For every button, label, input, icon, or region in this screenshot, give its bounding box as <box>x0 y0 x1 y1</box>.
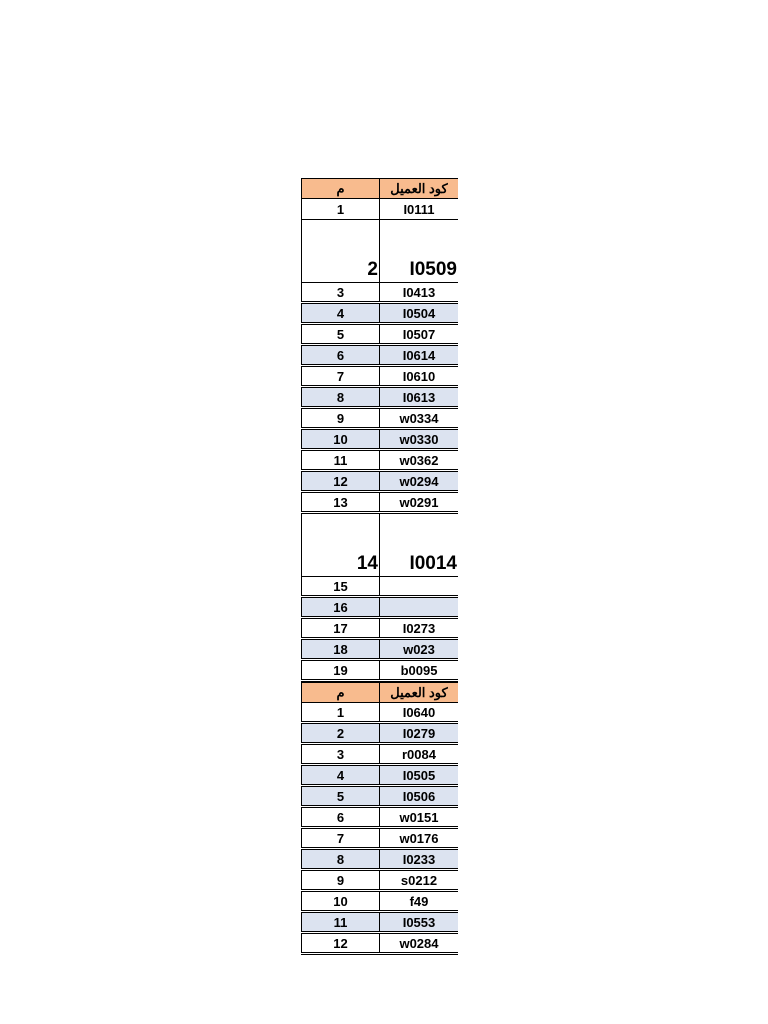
row-index: 4 <box>301 766 380 784</box>
customer-code: I0413 <box>402 284 436 300</box>
row-index: 19 <box>301 661 380 679</box>
customer-code: w0176 <box>399 830 439 846</box>
row-index: 2 <box>301 220 380 282</box>
table-row <box>301 577 458 598</box>
table-row <box>301 871 458 892</box>
row-index: 8 <box>301 850 380 868</box>
row-index: 5 <box>301 787 380 805</box>
table-row <box>301 661 458 682</box>
customer-code-column-header: كود العميل <box>380 179 458 198</box>
table-row <box>301 493 458 514</box>
customer-code <box>380 577 458 595</box>
row-index: 7 <box>301 367 380 385</box>
customer-code <box>380 598 458 616</box>
row-index: 10 <box>301 892 380 910</box>
customer-code: I0507 <box>402 326 436 342</box>
section1-header-row <box>301 178 458 199</box>
row-index: 2 <box>301 724 380 742</box>
row-index: 3 <box>301 745 380 763</box>
row-index: 9 <box>301 871 380 889</box>
customer-code: I0273 <box>402 620 436 636</box>
table-row <box>301 220 458 283</box>
table-row <box>301 514 458 577</box>
customer-code: b0095 <box>400 662 438 678</box>
customer-code: I0610 <box>402 368 436 384</box>
customer-code: w0334 <box>399 410 439 426</box>
table-row <box>301 766 458 787</box>
customer-code: w0330 <box>380 430 458 448</box>
table-row <box>301 388 458 409</box>
table-row <box>301 472 458 493</box>
customer-code: I0505 <box>380 766 458 784</box>
row-index: 6 <box>301 346 380 364</box>
table-row <box>301 598 458 619</box>
table-row <box>301 808 458 829</box>
table-row <box>301 409 458 430</box>
customer-code: I0614 <box>380 346 458 364</box>
table-row <box>301 346 458 367</box>
customer-code: I0553 <box>380 913 458 931</box>
table-row <box>301 325 458 346</box>
table-row <box>301 451 458 472</box>
row-index: 14 <box>301 514 380 576</box>
row-index: 13 <box>301 493 380 511</box>
customer-code: w0284 <box>399 935 439 951</box>
customer-code: I0014 <box>409 553 457 574</box>
row-index: 1 <box>301 703 380 721</box>
customer-code: I0506 <box>380 787 458 805</box>
index-column-header: م <box>301 179 380 198</box>
customer-code: w0294 <box>380 472 458 490</box>
customer-code: w0151 <box>399 809 439 825</box>
customer-code: I0509 <box>409 259 457 280</box>
index-column-header: م <box>301 683 380 702</box>
table-row <box>301 892 458 913</box>
row-index: 11 <box>301 451 380 469</box>
table-row <box>301 640 458 661</box>
table-row <box>301 304 458 325</box>
row-index: 18 <box>301 640 380 658</box>
table-row <box>301 850 458 871</box>
row-index: 9 <box>301 409 380 427</box>
row-index: 5 <box>301 325 380 343</box>
customer-code: I0504 <box>380 304 458 322</box>
table-row <box>301 745 458 766</box>
table-row <box>301 367 458 388</box>
table-row <box>301 703 458 724</box>
row-index: 4 <box>301 304 380 322</box>
customer-code: I0111 <box>403 201 435 217</box>
customer-code: w023 <box>380 640 458 658</box>
customer-code: I0640 <box>402 704 436 720</box>
table-row <box>301 913 458 934</box>
table-row <box>301 724 458 745</box>
row-index: 6 <box>301 808 380 826</box>
table-row <box>301 829 458 850</box>
customer-code: s0212 <box>400 872 438 888</box>
row-index: 1 <box>301 199 380 219</box>
row-index: 17 <box>301 619 380 637</box>
row-index: 12 <box>301 934 380 952</box>
table-row <box>301 934 458 955</box>
customer-code: f49 <box>409 893 429 909</box>
customer-code: I0233 <box>380 850 458 868</box>
row-index: 3 <box>301 283 380 301</box>
row-index: 15 <box>301 577 380 595</box>
customer-code: I0279 <box>380 724 458 742</box>
customer-code: w0291 <box>399 494 439 510</box>
row-index: 12 <box>301 472 380 490</box>
customer-code-column-header: كود العميل <box>380 683 458 702</box>
customer-code: r0084 <box>402 746 436 762</box>
row-index: 16 <box>301 598 380 616</box>
row-index: 7 <box>301 829 380 847</box>
row-index: 10 <box>301 430 380 448</box>
table-row <box>301 199 458 220</box>
customer-code: w0362 <box>399 452 439 468</box>
section2-header-row <box>301 682 458 703</box>
row-index: 8 <box>301 388 380 406</box>
table-row <box>301 430 458 451</box>
table-row <box>301 619 458 640</box>
customer-code-table <box>301 178 458 955</box>
customer-code: I0613 <box>380 388 458 406</box>
table-row <box>301 787 458 808</box>
row-index: 11 <box>301 913 380 931</box>
table-row <box>301 283 458 304</box>
